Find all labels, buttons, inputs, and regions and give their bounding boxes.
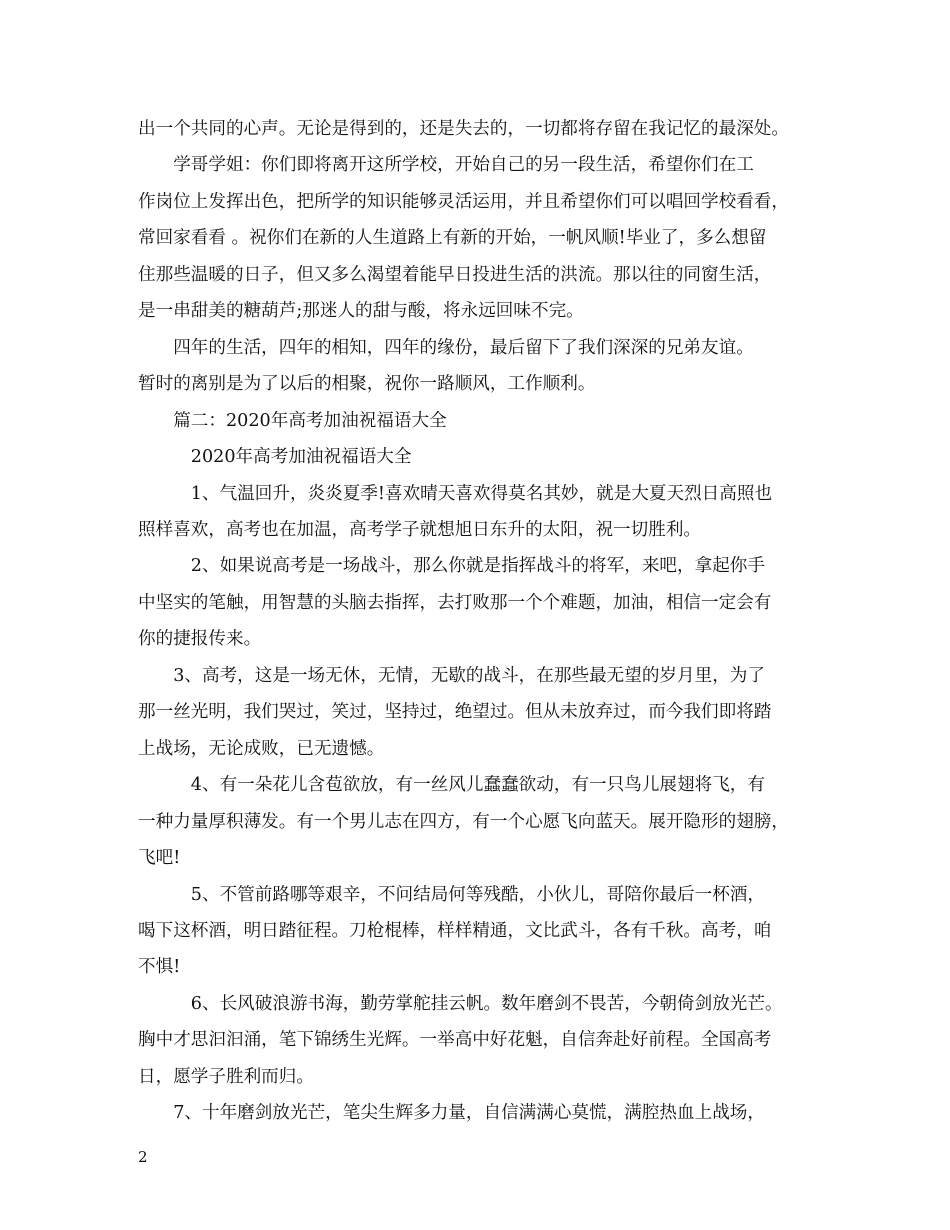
text-line: 暂时的离别是为了以后的相聚，祝你一路顺风，工作顺利。: [138, 374, 596, 395]
text-line: 照样喜欢，高考也在加温，高考学子就想旭日东升的太阳，祝一切胜利。: [138, 520, 702, 540]
text-line: 飞吧!: [138, 848, 181, 868]
text-line: 四年的生活，四年的相知，四年的缘份，最后留下了我们深深的兄弟友谊。: [138, 337, 754, 358]
text-line: 是一串甜美的糖葫芦;那迷人的甜与酸，将永远回味不完。: [138, 301, 584, 322]
text-line: 1、气温回升，炎炎夏季!喜欢晴天喜欢得莫名其妙，就是大夏天烈日高照也: [138, 483, 773, 504]
text-line: 作岗位上发挥出色，把所学的知识能够灵活运用，并且希望你们可以唱回学校看看，: [138, 191, 789, 212]
text-line: 那一丝光明，我们哭过，笑过，坚持过，绝望过。但从未放弃过，而今我们即将踏: [138, 702, 772, 723]
text-line: 不惧!: [138, 957, 181, 978]
text-line: 7、十年磨剑放光芒，笔尖生辉多力量，自信满满心莫慌，满腔热血上战场，: [138, 1103, 765, 1124]
text-line: 2020年高考加油祝福语大全: [138, 447, 412, 468]
page-number: 2: [138, 1148, 148, 1166]
text-line: 3、高考，这是一场无休，无情，无歇的战斗，在那些最无望的岁月里，为了: [138, 665, 765, 686]
text-line: 出一个共同的心声。无论是得到的，还是失去的，一切都将存留在我记忆的最深处。: [138, 119, 789, 139]
text-line: 上战场，无论成败，已无遗憾。: [138, 738, 385, 759]
text-line: 学哥学姐：你们即将离开这所学校，开始自己的另一段生活，希望你们在工: [138, 155, 754, 176]
text-line: 4、有一朵花儿含苞欲放，有一丝风儿蠢蠢欲动，有一只鸟儿展翅将飞，有: [138, 775, 765, 796]
text-line: 5、不管前路哪等艰辛，不问结局何等残酷，小伙儿，哥陪你最后一杯酒，: [138, 884, 765, 905]
text-line: 住那些温暖的日子，但又多么渴望着能早日投进生活的洪流。那以往的同窗生活，: [138, 264, 772, 285]
text-line: 常回家看看 。祝你们在新的人生道路上有新的开始，一帆风顺!毕业了，多么想留: [138, 228, 767, 249]
text-line: 你的捷报传来。: [138, 629, 262, 650]
text-line: 2、如果说高考是一场战斗，那么你就是指挥战斗的将军，来吧，拿起你手: [138, 556, 765, 577]
text-line: 喝下这杯酒，明日踏征程。刀枪棍棒，样样精通，文比武斗，各有千秋。高考，咱: [138, 920, 772, 941]
text-line: 6、长风破浪游书海，勤劳掌舵挂云帆。数年磨剑不畏苦，今朝倚剑放光芒。: [138, 993, 783, 1014]
text-line: 篇二：2020年高考加油祝福语大全: [138, 410, 447, 431]
text-line: 一种力量厚积薄发。有一个男儿志在四方，有一个心愿飞向蓝天。展开隐形的翅膀，: [138, 811, 789, 832]
text-line: 胸中才思汩汩涌，笔下锦绣生光辉。一举高中好花魁，自信奔赴好前程。全国高考: [138, 1030, 772, 1051]
text-line: 中坚实的笔触，用智慧的头脑去指挥，去打败那一个个难题，加油，相信一定会有: [138, 592, 772, 613]
text-line: 日，愿学子胜利而归。: [138, 1066, 314, 1087]
